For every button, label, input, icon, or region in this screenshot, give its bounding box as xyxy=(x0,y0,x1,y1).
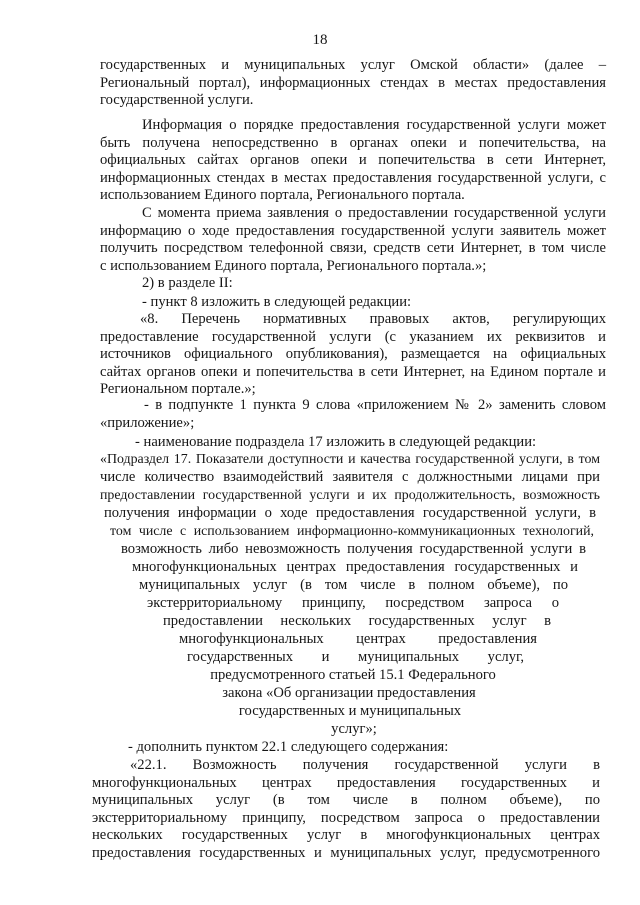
text-line: официальных сайтах органов опеки и попечительства в сети Интернет, xyxy=(100,152,606,169)
text-line: многофункциональных центрах предоставления xyxy=(179,631,537,647)
text-line: многофункциональных центрах предоставления государственных и xyxy=(132,559,578,575)
text-line: сайтах органов опеки и попечительства в сети Интернет, на Едином портале и xyxy=(100,363,606,380)
text-line: использованием Единого портала, Регионального портала. xyxy=(100,187,465,204)
text-line: государственных и муниципальных услуг, xyxy=(187,649,524,665)
text-line: Региональный портал), информационных стендах в местах предоставления xyxy=(100,74,606,91)
text-line: «8. Перечень нормативных правовых актов, регулирующих xyxy=(140,311,606,327)
paragraph-subsection-17-intro xyxy=(135,434,606,452)
text-line: государственных и муниципальных услуг Омской области» (далее – xyxy=(100,57,606,73)
text-line: предоставление государственной услуги (с указанием их реквизитов и xyxy=(100,328,606,345)
text-line: - наименование подраздела 17 изложить в следующей редакции: xyxy=(135,434,537,450)
text-line: предоставлении государственной услуги и их продолжительность, возможность xyxy=(100,488,600,503)
text-line: быть получена непосредственно в органах опеки и попечительства, на xyxy=(100,134,606,151)
text-line: числе количество взаимодействий заявителя с должностными лицами при xyxy=(100,469,600,485)
paragraph-item-8-intro xyxy=(142,294,606,312)
paragraph-information-procedure xyxy=(100,117,606,205)
text-line: с использованием Единого портала, Регионального портала.»; xyxy=(100,257,487,274)
text-line: муниципальных услуг (в том числе в полном объеме), по xyxy=(139,577,568,593)
text-line: - пункт 8 изложить в следующей редакции: xyxy=(142,294,412,310)
text-line: 2) в разделе II: xyxy=(142,275,233,291)
text-line: Информация о порядке предоставления государственной услуги может xyxy=(142,117,606,133)
text-line: предусмотренного статьей 15.1 Федерального xyxy=(210,667,496,683)
paragraph-portal-continuation xyxy=(100,57,606,110)
text-line: информацию о ходе предоставления государственной услуги заявитель может xyxy=(100,222,606,239)
paragraph-section-2 xyxy=(142,275,606,293)
text-line: Региональном портале.»; xyxy=(100,381,256,398)
text-line: предоставления государственных и муниципальных услуг, предусмотренного xyxy=(92,844,600,861)
text-line: источников официального опубликования), размещается на официальных xyxy=(100,346,606,363)
text-line: - в подпункте 1 пункта 9 слова «приложением № 2» заменить словом xyxy=(144,397,606,413)
text-line: том числе с использованием информационно-коммуникационных технологий, xyxy=(110,524,594,539)
text-line: муниципальных услуг (в том числе в полном объеме), по xyxy=(92,792,600,809)
paragraph-add-item-22-1 xyxy=(128,739,606,757)
paragraph-item-9-replacement xyxy=(100,397,606,432)
text-line: - дополнить пунктом 22.1 следующего содержания: xyxy=(128,739,449,755)
text-line: информационных стендах в местах предоставления государственной услуги, с xyxy=(100,169,606,186)
text-line: экстерриториальному принципу, посредством запроса о предоставлении xyxy=(92,809,600,826)
text-line: услуг»; xyxy=(331,721,377,737)
paragraph-item-8-text xyxy=(100,311,606,399)
paragraph-item-22-1-text xyxy=(92,757,600,863)
text-line: «приложение»; xyxy=(100,414,195,431)
text-line: нескольких государственных услуг в многофункциональных центрах xyxy=(92,827,600,844)
text-line: экстерриториальному принципу, посредством запроса о xyxy=(147,595,559,611)
text-line: государственных и муниципальных xyxy=(238,703,462,719)
text-line: предоставлении нескольких государственных услуг в xyxy=(163,613,551,629)
text-line: С момента приема заявления о предоставлении государственной услуги xyxy=(142,205,606,221)
text-line: государственной услуги. xyxy=(100,92,254,109)
paragraph-application-progress xyxy=(100,205,606,275)
text-line: закона «Об организации предоставления xyxy=(222,685,476,701)
page-number: 18 xyxy=(312,32,328,48)
text-line: многофункциональных центрах предоставления государственных и xyxy=(92,774,600,791)
text-line: «22.1. Возможность получения государственной услуги в xyxy=(130,757,600,773)
text-line: получения информации о ходе предоставления государственной услуги, в xyxy=(104,505,596,521)
text-line: возможность либо невозможность получения государственной услуги в xyxy=(121,541,586,557)
text-line: «Подраздел 17. Показатели доступности и качества государственной услуги, в том xyxy=(100,452,600,467)
text-line: получить посредством телефонной связи, средств сети Интернет, в том числе xyxy=(100,240,606,257)
